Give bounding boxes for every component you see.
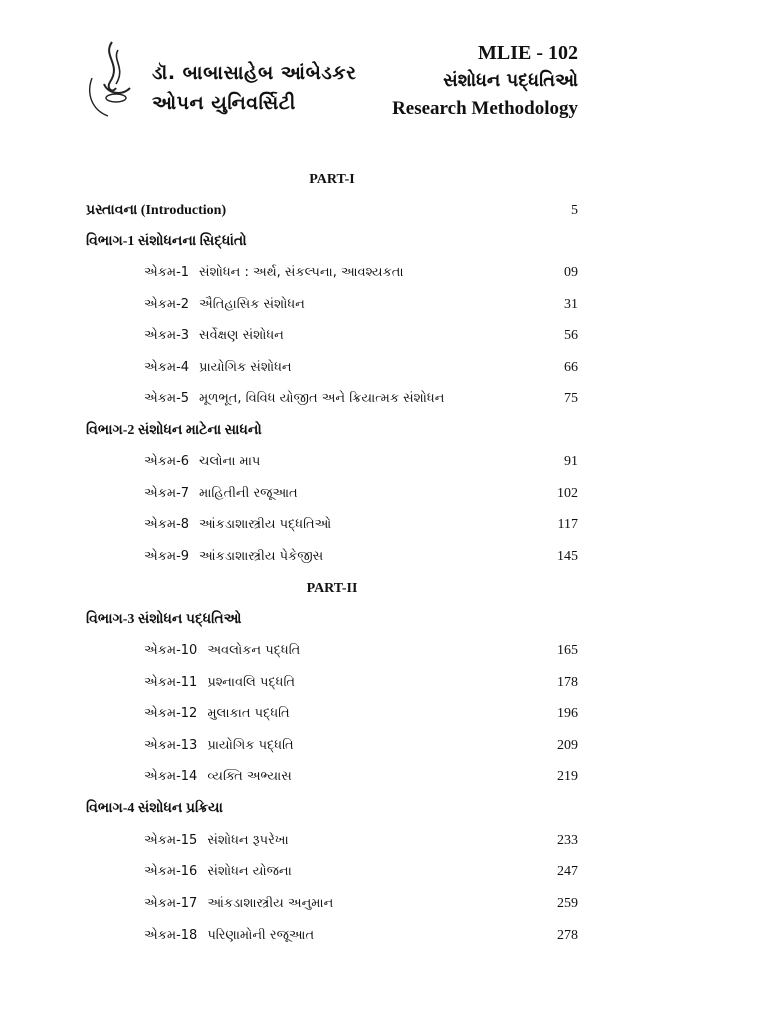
unit-number: એકમ-12 bbox=[144, 706, 198, 721]
toc-unit-row bbox=[0, 549, 768, 569]
toc-page-number: 5 bbox=[571, 203, 578, 218]
toc-section-title: વિભાગ-1 સંશોધનના સિદ્ધાંતો bbox=[86, 234, 247, 249]
unit-number: એકમ-13 bbox=[144, 738, 198, 753]
toc-page-number: 145 bbox=[557, 549, 578, 564]
toc-unit-row bbox=[0, 517, 768, 537]
toc-section-title: વિભાગ-4 સંશોધન પ્રક્રિયા bbox=[86, 801, 223, 816]
toc-section-heading bbox=[0, 612, 768, 632]
unit-number: એકમ-7 bbox=[144, 486, 190, 501]
toc-page-number: 196 bbox=[557, 706, 578, 721]
toc-page-number: 259 bbox=[557, 896, 578, 911]
toc-unit-row bbox=[0, 360, 768, 380]
unit-number: એકમ-9 bbox=[144, 549, 190, 564]
toc-unit-row bbox=[0, 454, 768, 474]
toc-unit-row bbox=[0, 833, 768, 853]
unit-title: ચલોના માપ bbox=[199, 454, 261, 469]
toc-page-number: 247 bbox=[557, 864, 578, 879]
part-heading: PART-II bbox=[306, 581, 358, 596]
unit-number: એકમ-3 bbox=[144, 328, 190, 343]
unit-title: પરિણામોની રજૂઆત bbox=[207, 928, 315, 943]
unit-title: આંકડાશાસ્ત્રીય અનુમાન bbox=[207, 896, 334, 911]
unit-title: પ્રાયોગિક સંશોધન bbox=[199, 360, 292, 375]
toc-unit-row bbox=[0, 706, 768, 726]
unit-number: એકમ-4 bbox=[144, 360, 190, 375]
toc-page-number: 219 bbox=[557, 769, 578, 784]
toc-unit-row bbox=[0, 297, 768, 317]
toc-page-number: 117 bbox=[557, 517, 578, 532]
unit-title: સર્વેક્ષણ સંશોધન bbox=[199, 328, 284, 343]
unit-number: એકમ-16 bbox=[144, 864, 198, 879]
toc-section-title: વિભાગ-2 સંશોધન માટેના સાધનો bbox=[86, 423, 262, 438]
toc-unit-row bbox=[0, 643, 768, 663]
toc-page-number: 91 bbox=[564, 454, 578, 469]
unit-title: આંકડાશાસ્ત્રીય પેકેજીસ bbox=[199, 549, 324, 564]
toc-page-number: 278 bbox=[557, 928, 578, 943]
unit-number: એકમ-2 bbox=[144, 297, 190, 312]
toc-page-number: 56 bbox=[564, 328, 578, 343]
unit-number: એકમ-17 bbox=[144, 896, 198, 911]
unit-title: અવલોકન પદ્ધતિ bbox=[207, 643, 301, 658]
page-header bbox=[0, 0, 768, 140]
toc-page-number: 209 bbox=[557, 738, 578, 753]
unit-number: એકમ-8 bbox=[144, 517, 190, 532]
toc-label: પ્રસ્તાવના (Introduction) bbox=[86, 203, 227, 218]
unit-title: સંશોધન : અર્થ, સંકલ્પના, આવશ્યકતા bbox=[199, 265, 404, 280]
unit-number: એકમ-10 bbox=[144, 643, 198, 658]
flame-logo-icon bbox=[82, 38, 138, 124]
unit-title: પ્રાયોગિક પદ્ધતિ bbox=[207, 738, 294, 753]
toc-row-introduction bbox=[0, 203, 768, 223]
toc-section-heading bbox=[0, 423, 768, 443]
toc-unit-row bbox=[0, 896, 768, 916]
unit-title: મુલાકાત પદ્ધતિ bbox=[207, 706, 290, 721]
toc-unit-row bbox=[0, 328, 768, 348]
toc-page-number: 178 bbox=[557, 675, 578, 690]
toc-page-number: 66 bbox=[564, 360, 578, 375]
unit-title: સંશોધન રૂપરેખા bbox=[207, 833, 289, 848]
unit-title: પ્રશ્નાવલિ પદ્ધતિ bbox=[207, 675, 296, 690]
course-title-english: Research Methodology bbox=[392, 98, 578, 119]
toc-page-number: 102 bbox=[557, 486, 578, 501]
toc-unit-row bbox=[0, 928, 768, 948]
unit-number: એકમ-11 bbox=[144, 675, 198, 690]
toc-unit-row bbox=[0, 738, 768, 758]
toc-unit-row bbox=[0, 769, 768, 789]
unit-number: એકમ-18 bbox=[144, 928, 198, 943]
unit-title: માહિતીની રજૂઆત bbox=[199, 486, 298, 501]
toc-page-number: 31 bbox=[564, 297, 578, 312]
unit-title: ઐતિહાસિક સંશોધન bbox=[199, 297, 305, 312]
toc-unit-row bbox=[0, 675, 768, 695]
university-name-line1: ડૉ. બાબાસાહેબ આંબેડકર bbox=[152, 62, 357, 84]
toc-page-number: 75 bbox=[564, 391, 578, 406]
unit-number: એકમ-6 bbox=[144, 454, 190, 469]
unit-title: મૂળભૂત, વિવિધ યોજીત અને ક્રિયાત્મક સંશોધન bbox=[199, 391, 445, 406]
toc-page-number: 09 bbox=[564, 265, 578, 280]
course-title-gujarati: સંશોધન પદ્ધતિઓ bbox=[443, 70, 578, 91]
toc-unit-row bbox=[0, 265, 768, 285]
unit-number: એકમ-14 bbox=[144, 769, 198, 784]
unit-number: એકમ-5 bbox=[144, 391, 190, 406]
unit-title: વ્યક્તિ અભ્યાસ bbox=[207, 769, 292, 784]
toc-unit-row bbox=[0, 486, 768, 506]
course-code: MLIE - 102 bbox=[478, 42, 578, 64]
unit-number: એકમ-1 bbox=[144, 265, 190, 280]
toc-page-number: 233 bbox=[557, 833, 578, 848]
university-name-line2: ઓપન યુનિવર્સિટી bbox=[152, 92, 296, 114]
toc-section-heading bbox=[0, 234, 768, 254]
toc-section-title: વિભાગ-3 સંશોધન પદ્ધતિઓ bbox=[86, 612, 242, 627]
toc-section-heading bbox=[0, 801, 768, 821]
unit-title: સંશોધન યોજના bbox=[207, 864, 292, 879]
part-heading: PART-I bbox=[309, 172, 355, 187]
unit-number: એકમ-15 bbox=[144, 833, 198, 848]
unit-title: આંકડાશાસ્ત્રીય પદ્ધતિઓ bbox=[199, 517, 332, 532]
toc-unit-row bbox=[0, 391, 768, 411]
toc-unit-row bbox=[0, 864, 768, 884]
toc-page-number: 165 bbox=[557, 643, 578, 658]
